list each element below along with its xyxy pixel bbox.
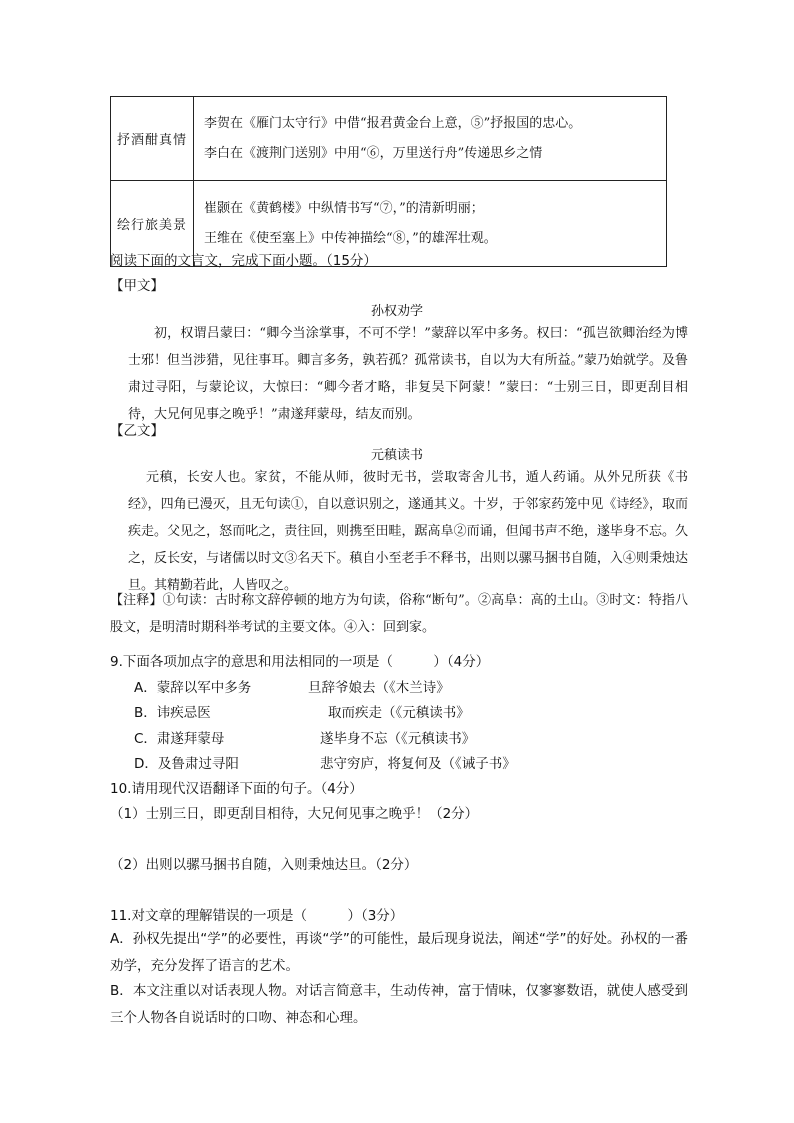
category-cell: 绘行旅美景 (111, 181, 194, 267)
q9-option-a-left: A．蒙辞以军中多务 (134, 680, 252, 696)
q11-option-b: B．本文注重以对话表现人物。对话言简意丰，生动传神，富于情味，仅寥寥数语，就使人感受到三个人物各自说话时的口吻、神态和心理。 (110, 983, 688, 1026)
reading-instruction: 阅读下面的文言文，完成下面小题。（15分） (110, 253, 377, 269)
table-line: 王维在《使至塞上》中传神描绘“⑧，”的雄浑壮观。 (204, 230, 497, 246)
q10-item-1: （1）士别三日，即更刮目相待，大兄何见事之晚乎！（2分） (110, 806, 479, 822)
table-line: 李白在《渡荆门送别》中用“⑥，万里送行舟”传递思乡之情 (204, 145, 543, 161)
lines-cell (194, 97, 667, 181)
table-line: 李贺在《雁门太守行》中借“报君黄金台上意，⑤”抒报国的忠心。 (204, 115, 582, 131)
q9-option-c-right: 遂毕身不忘（《元稹读书》 (320, 731, 476, 747)
q10-item-2: （2）出则以骡马捆书自随，入则秉烛达旦。（2分） (110, 857, 418, 873)
notes: 【注释】①句读：古时称文辞停顿的地方为句读，俗称“断句”。②高阜：高的土山。③时文：特指八股文，是明清时期科举考试的主要文体。④入：回到家。 (110, 593, 688, 635)
table-row (111, 97, 667, 181)
yi-passage: 元稹，长安人也。家贫，不能从师，彼时无书，尝取寄舍儿书，遁人药诵。从外兄所获《书经》，四角已漫灭，且无句读①，自以意识别之，遂通其义。十岁，于邻家药笼中见《诗经》，取而疾走。父见之，怒而叱之，责往回，则携至田畦，踞高阜②而诵，但闻书声不绝，遂毕身不忘。久之，反长安，与诸儒以时文③名天下。稹自小至老手不释书，出则以骡马捆书自随，入④则秉烛达旦。其精勤若此，人皆叹之。 (128, 470, 688, 593)
q10-stem: 10.请用现代汉语翻译下面的句子。（4分） (110, 781, 363, 797)
poem-summary-table (110, 96, 667, 267)
q9-option-d-right: 悲守穷庐，将复何及（《诫子书》 (320, 756, 516, 772)
q9-option-d-left: D．及鲁肃过寻阳 (134, 756, 239, 772)
q11-option-a: A．孙权先提出“学”的必要性，再谈“学”的可能性，最后现身说法，阐述“学”的好处。孙权的一番劝学，充分发挥了语言的艺术。 (110, 931, 688, 974)
jia-passage: 初，权谓吕蒙曰：“卿今当涂掌事，不可不学！”蒙辞以军中多务。权曰：“孤岂欲卿治经为博士邪！但当涉猎，见往事耳。卿言多务，孰若孤？孤常读书，自以为大有所益。”蒙乃始就学。及鲁肃过寻阳，与蒙论议，大惊曰：“卿今者才略，非复吴下阿蒙！”蒙曰：“士别三日，即更刮目相待，大兄何见事之晚乎！”肃遂拜蒙母，结友而别。 (128, 326, 688, 422)
q11-stem: 11.对文章的理解错误的一项是（ ）（3分） (110, 908, 404, 924)
q9-option-b-right: 取而疾走（《元稹读书》 (328, 705, 470, 721)
q9-option-a-right: 旦辞爷娘去（《木兰诗》 (308, 680, 450, 696)
jia-label: 【甲文】 (110, 278, 164, 294)
table-line: 崔颢在《黄鹤楼》中纵情书写“⑦，”的清新明丽； (204, 200, 484, 216)
category-cell: 抒酒酣真情 (111, 97, 194, 181)
q9-option-c-left: C．肃遂拜蒙母 (134, 731, 225, 747)
q9-option-b-left: B．讳疾忌医 (134, 705, 211, 721)
yi-title: 元稹读书 (370, 448, 423, 463)
jia-title: 孙权劝学 (370, 304, 423, 319)
yi-label: 【乙文】 (110, 423, 164, 439)
q9-stem: 9.下面各项加点字的意思和用法相同的一项是（ ）（4分） (110, 654, 490, 670)
